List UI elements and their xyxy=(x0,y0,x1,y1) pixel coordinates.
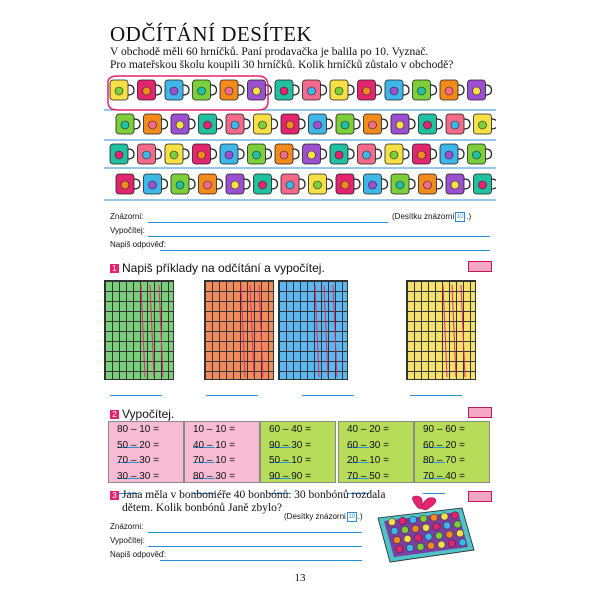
calc-item xyxy=(109,422,183,438)
calc-item xyxy=(185,453,259,469)
bonbon xyxy=(404,535,411,542)
ten-grid-3 xyxy=(278,280,348,380)
section-2-score-box xyxy=(468,407,492,418)
ten-bar-icon: 10 xyxy=(456,214,464,220)
calc-expression: 60 – 20 = xyxy=(423,439,465,451)
bonbon xyxy=(425,533,432,540)
znazorni-label: Znázorni: xyxy=(110,212,144,221)
calc-item xyxy=(415,438,489,454)
odpoved-line-3[interactable] xyxy=(160,560,362,561)
ten-grid-1 xyxy=(104,280,174,380)
calc-expression: 80 – 10 = xyxy=(117,424,159,435)
hint-text: (Desítku znázorni xyxy=(392,212,455,222)
calc-expression: 40 – 10 = xyxy=(193,439,235,451)
bonbon xyxy=(438,541,445,548)
bonbon xyxy=(441,513,448,520)
bonbon xyxy=(391,527,398,534)
hint-3-end: .) xyxy=(357,512,363,522)
grid-2-answer-line[interactable] xyxy=(206,395,258,396)
calc-item xyxy=(339,422,413,438)
bonbon xyxy=(451,512,458,519)
calc-expression: 10 – 10 = xyxy=(193,424,235,435)
vypocitej-label: Vypočítej: xyxy=(110,226,145,235)
bonbon xyxy=(406,544,413,551)
calc-answer-blank[interactable] xyxy=(423,484,445,494)
calc-item xyxy=(339,453,413,469)
section-2-title: Vypočítej. xyxy=(122,407,175,421)
odpoved-label: Napiš odpověď: xyxy=(110,240,167,249)
calc-expression: 80 – 70 = xyxy=(423,455,465,466)
bonbon xyxy=(420,515,427,522)
section-1-title: Napiš příklady na odčítání a vypočítej. xyxy=(122,261,325,275)
ten-bar-icon-3: 10 xyxy=(348,514,356,520)
bonbon xyxy=(393,536,400,543)
bonbon xyxy=(412,525,419,532)
calc-item xyxy=(109,438,183,454)
calc-expression: 60 – 40 = xyxy=(269,424,311,435)
page-title: ODČÍTÁNÍ DESÍTEK xyxy=(110,22,313,46)
vypocitej-label-3: Vypočítej: xyxy=(110,536,145,545)
hint-tens-3 xyxy=(284,512,363,522)
bonbon xyxy=(427,542,434,549)
grid-3-answer-line[interactable] xyxy=(302,395,354,396)
section-3-number: 3 xyxy=(110,491,119,500)
znazorni-line[interactable] xyxy=(148,222,388,223)
calc-expression: 20 – 10 = xyxy=(347,455,389,466)
calc-column-1 xyxy=(108,421,184,483)
section-2-number: 2 xyxy=(110,410,119,419)
grid-1-answer-line[interactable] xyxy=(110,395,162,396)
bonbon xyxy=(456,530,463,537)
intro-text xyxy=(110,46,500,72)
bonbon-box-illustration xyxy=(370,494,480,564)
vypocitej-line[interactable] xyxy=(148,236,490,237)
bonbon xyxy=(388,518,395,525)
bonbon xyxy=(417,543,424,550)
section-3-text-1: Jana měla v bonboniéře 40 bonbónů. 30 bonbónů rozdala xyxy=(122,489,386,501)
intro-line-2: Pro mateřskou školu koupili 30 hrníčků. Kolik hrníčků zůstalo v obchodě? xyxy=(110,59,454,71)
calc-expression: 70 – 10 = xyxy=(193,455,235,466)
calc-column-2 xyxy=(184,421,260,483)
calc-item xyxy=(109,453,183,469)
znazorni-line-3[interactable] xyxy=(148,532,362,533)
calc-expression: 50 – 10 = xyxy=(269,455,311,466)
calc-item xyxy=(185,422,259,438)
calc-item xyxy=(185,438,259,454)
calc-item xyxy=(261,453,335,469)
calc-expression: 30 – 30 = xyxy=(117,470,159,482)
hint-tens xyxy=(392,212,471,222)
section-1-number: 1 xyxy=(110,264,119,273)
bonbon xyxy=(433,523,440,530)
section-1-header xyxy=(110,259,325,277)
odpoved-label-3: Napiš odpověď: xyxy=(110,550,167,559)
calc-item xyxy=(261,438,335,454)
section-1-score-box xyxy=(468,261,492,272)
bonbon xyxy=(459,539,466,546)
calc-item xyxy=(339,469,413,485)
calc-item xyxy=(415,422,489,438)
calc-expression: 80 – 30 = xyxy=(193,470,235,482)
calc-item xyxy=(185,469,259,485)
calc-expression: 90 – 90 = xyxy=(269,470,311,482)
calc-item xyxy=(415,469,489,485)
calc-item xyxy=(261,422,335,438)
calc-expression: 50 – 20 = xyxy=(117,439,159,451)
znazorni-label-3: Znázorni: xyxy=(110,522,144,531)
calc-expression: 70 – 40 = xyxy=(423,470,465,482)
bonbon xyxy=(401,526,408,533)
page-number: 13 xyxy=(294,572,306,584)
bonbon xyxy=(399,517,406,524)
intro-line-1: V obchodě měli 60 hrníčků. Paní prodavačka je balila po 10. Vyznač. xyxy=(110,46,429,58)
grid-4-answer-line[interactable] xyxy=(410,395,462,396)
bonbon xyxy=(430,514,437,521)
calc-expression: 60 – 30 = xyxy=(347,439,389,451)
calc-item xyxy=(261,469,335,485)
calc-expression: 90 – 30 = xyxy=(269,439,311,451)
bonbon xyxy=(454,521,461,528)
cups-illustration xyxy=(104,74,496,204)
calc-expression: 90 – 60 = xyxy=(423,424,465,435)
calc-column-5 xyxy=(414,421,490,483)
calc-expression: 40 – 20 = xyxy=(347,424,389,435)
bonbon xyxy=(448,540,455,547)
calc-column-3 xyxy=(260,421,336,483)
bonbon xyxy=(435,532,442,539)
hint-end: .) xyxy=(466,212,472,222)
calc-item xyxy=(415,453,489,469)
bonbon xyxy=(409,516,416,523)
calc-item xyxy=(339,438,413,454)
calc-column-4 xyxy=(338,421,414,483)
calc-expression: 70 – 30 = xyxy=(117,455,159,466)
ten-grid-4 xyxy=(406,280,476,380)
ten-grid-2 xyxy=(204,280,274,380)
calc-expression: 70 – 50 = xyxy=(347,470,389,482)
vypocitej-line-3[interactable] xyxy=(148,546,362,547)
section-3-text-2: dětem. Kolik bonbónů Janě zbylo? xyxy=(122,502,283,514)
hint-3-text: (Desítky znázorni xyxy=(284,512,346,522)
bonbon xyxy=(422,524,429,531)
bonbon xyxy=(396,545,403,552)
bonbon xyxy=(414,534,421,541)
odpoved-line[interactable] xyxy=(160,250,490,251)
bonbon xyxy=(446,531,453,538)
bonbon xyxy=(443,522,450,529)
calc-item xyxy=(109,469,183,485)
